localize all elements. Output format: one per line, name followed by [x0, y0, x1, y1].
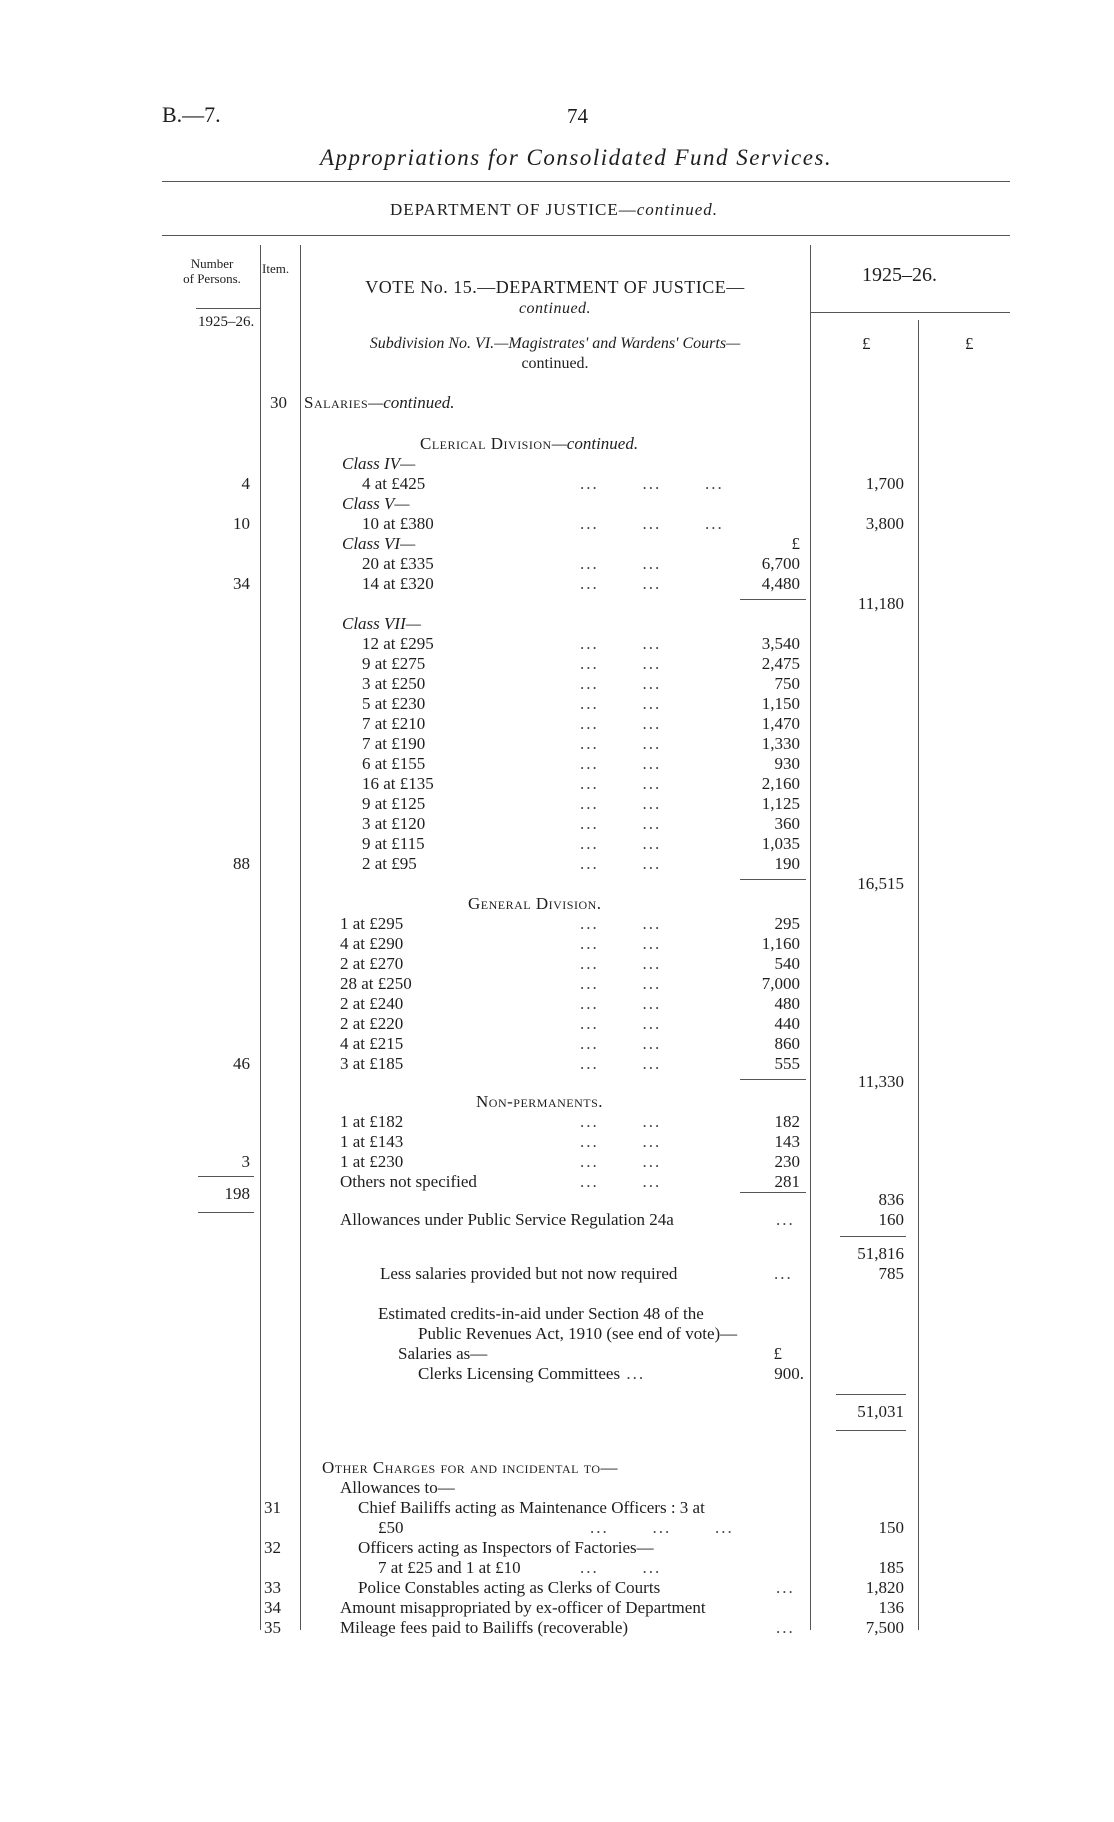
class-vii-line: 16 at £135 — [362, 774, 434, 793]
persons-total-rule-bottom — [198, 1212, 254, 1213]
salaries-heading — [304, 393, 455, 413]
general-division-amount: 540 — [774, 954, 800, 973]
class-vii-line: 5 at £230 — [362, 694, 426, 713]
non-permanents-amount: 182 — [774, 1112, 800, 1131]
subtotal-amount: 51,816 — [857, 1244, 904, 1263]
class-vii-amount: 2,160 — [761, 774, 800, 793]
class-vii-leader-dots: ... ... — [580, 854, 662, 873]
class-vi-line-2: 14 at £320 — [362, 574, 434, 593]
department-name: DEPARTMENT OF JUSTICE— — [390, 200, 637, 219]
table-top-rule — [162, 235, 1010, 236]
item-32-amount: 185 — [878, 1558, 904, 1577]
clerks-licensing-label: Clerks Licensing Committees — [418, 1364, 621, 1383]
class-vii-line: 12 at £295 — [362, 634, 434, 653]
item-31-amount: 150 — [878, 1518, 904, 1537]
clerical-label: Clerical Division — [420, 434, 552, 453]
general-division-leader-dots: ... ... — [580, 994, 662, 1013]
class-vii-amount: 2,475 — [761, 654, 800, 673]
page-number: 74 — [567, 104, 588, 128]
class-vii-leader-dots: ... ... — [580, 754, 662, 773]
general-division-amount: 7,000 — [761, 974, 800, 993]
item-31-line-2: £50 — [378, 1518, 404, 1537]
class-vii-line: 9 at £125 — [362, 794, 426, 813]
class-v-persons: 10 — [233, 514, 250, 533]
class-vi-label: Class VI— — [342, 534, 416, 553]
class-v-amount: 3,800 — [865, 514, 904, 533]
class-vii-line: 7 at £210 — [362, 714, 426, 733]
class-vi-amount-1: 6,700 — [761, 554, 800, 573]
item-column-rule-right — [300, 245, 301, 1630]
general-division-amount: 295 — [774, 914, 800, 933]
class-vii-leader-dots: ... ... — [580, 814, 662, 833]
salaries-item-number: 30 — [270, 393, 287, 412]
general-division-line: 2 at £270 — [340, 954, 404, 973]
general-division-leader-dots: ... ... — [580, 934, 662, 953]
allowances-label: Allowances under Public Service Regulation 24a — [340, 1210, 674, 1229]
general-division-line: 3 at £185 — [340, 1054, 404, 1073]
item-34-number: 34 — [264, 1598, 281, 1617]
item-35-line-1: Mileage fees paid to Bailiffs (recoverable) — [340, 1618, 629, 1637]
item-31-number: 31 — [264, 1498, 281, 1517]
item-35-number: 35 — [264, 1618, 281, 1637]
class-vii-amount: 1,330 — [761, 734, 800, 753]
class-vii-persons: 88 — [233, 854, 250, 873]
vote-title-text: VOTE No. 15.—DEPARTMENT OF JUSTICE— — [365, 277, 745, 297]
item-32-number: 32 — [264, 1538, 281, 1557]
class-v-line: 10 at £380 — [362, 514, 434, 533]
class-iv-line: 4 at £425 — [362, 474, 426, 493]
class-vii-amount: 1,035 — [761, 834, 800, 853]
item-31-line-1: Chief Bailiffs acting as Maintenance Officers : 3 at — [358, 1498, 705, 1517]
item-header: Item. — [262, 261, 290, 276]
general-division-line: 4 at £215 — [340, 1034, 404, 1053]
class-vii-line: 7 at £190 — [362, 734, 426, 753]
item-32-line-2: 7 at £25 and 1 at £10 — [378, 1558, 521, 1577]
credits-line-1: Estimated credits-in-aid under Section 48 of the — [378, 1304, 704, 1323]
class-vii-leader-dots: ... ... — [580, 694, 662, 713]
net-total-rule-bottom — [836, 1430, 906, 1431]
class-vii-line: 2 at £95 — [362, 854, 417, 873]
class-vii-amount: 1,150 — [761, 694, 800, 713]
class-vii-leader-dots: ... ... — [580, 774, 662, 793]
class-vii-line: 3 at £250 — [362, 674, 426, 693]
year-header-rule — [810, 312, 1010, 313]
number-label: Number — [190, 256, 234, 271]
general-division-line: 1 at £295 — [340, 914, 404, 933]
page-title: Appropriations for Consolidated Fund Services. — [320, 145, 833, 170]
general-division-leader-dots: ... ... — [580, 914, 662, 933]
class-vii-line: 3 at £120 — [362, 814, 426, 833]
non-permanents-heading: Non-permanents. — [476, 1092, 604, 1111]
department-continued: continued. — [636, 200, 719, 219]
class-vii-leader-dots: ... ... — [580, 734, 662, 753]
vote-title — [300, 276, 810, 320]
non-permanents-leader-dots: ... ... — [580, 1132, 662, 1151]
persons-year: 1925–26. — [198, 314, 255, 330]
general-persons: 46 — [233, 1054, 250, 1073]
class-vii-leader-dots: ... ... — [580, 834, 662, 853]
class-vi-amount-2: 4,480 — [761, 574, 800, 593]
general-division-line: 2 at £220 — [340, 1014, 404, 1033]
allowances-to-label: Allowances to— — [340, 1478, 455, 1497]
class-vii-line: 6 at £155 — [362, 754, 426, 773]
less-salaries-label: Less salaries provided but not now required — [380, 1264, 678, 1283]
class-vii-label: Class VII— — [342, 614, 421, 633]
class-vi-persons: 34 — [233, 574, 250, 593]
clerks-licensing-dots: ... — [620, 1364, 646, 1383]
department-heading — [390, 200, 718, 220]
general-division-amount: 860 — [774, 1034, 800, 1053]
general-division-leader-dots: ... ... — [580, 1034, 662, 1053]
general-division-leader-dots: ... ... — [580, 954, 662, 973]
net-total-rule-top — [836, 1394, 906, 1395]
general-total: 11,330 — [857, 1072, 904, 1091]
item-34-amount: 136 — [878, 1598, 904, 1617]
class-vii-line: 9 at £275 — [362, 654, 426, 673]
general-division-line: 4 at £290 — [340, 934, 404, 953]
non-permanents-amount: 230 — [774, 1152, 800, 1171]
non-permanents-line: 1 at £230 — [340, 1152, 404, 1171]
class-vi-dots-1: ... ... — [580, 554, 662, 573]
general-division-leader-dots: ... ... — [580, 1054, 662, 1073]
item-33-amount: 1,820 — [865, 1578, 904, 1597]
net-total-amount: 51,031 — [857, 1402, 904, 1421]
header-rule — [162, 181, 1010, 182]
persons-total-rule-top — [198, 1176, 254, 1177]
non-permanents-total: 836 — [878, 1190, 904, 1209]
number-of-persons-header — [162, 256, 262, 286]
subtotal-rule — [840, 1236, 906, 1237]
non-permanents-amount: 143 — [774, 1132, 800, 1151]
class-vii-subtotal-rule — [740, 879, 806, 880]
year-header: 1925–26. — [862, 264, 937, 286]
class-vi-subtotal-rule — [740, 599, 806, 600]
general-division-leader-dots: ... ... — [580, 974, 662, 993]
clerical-continued: —continued. — [551, 434, 639, 453]
subdivision-text: Subdivision No. VI.—Magistrates' and Wardens' Courts— — [369, 335, 741, 352]
class-vi-dots-2: ... ... — [580, 574, 662, 593]
pound-column-1: £ — [862, 334, 871, 353]
non-permanents-subtotal-rule — [740, 1192, 806, 1193]
class-vi-pound: £ — [791, 534, 800, 553]
salaries-continued: —continued. — [368, 393, 455, 412]
class-vii-amount: 1,125 — [761, 794, 800, 813]
class-vi-line-1: 20 at £335 — [362, 554, 434, 573]
item-31-dots: ... ... ... — [590, 1518, 734, 1537]
item-33-dots: ... — [776, 1578, 795, 1597]
non-permanents-leader-dots: ... ... — [580, 1152, 662, 1171]
class-vii-line: 9 at £115 — [362, 834, 425, 853]
non-permanents-line: Others not specified — [340, 1172, 477, 1191]
of-persons-label: of Persons. — [183, 271, 241, 286]
general-division-leader-dots: ... ... — [580, 1014, 662, 1033]
item-33-line-1: Police Constables acting as Clerks of Courts — [358, 1578, 661, 1597]
class-vii-amount: 1,470 — [761, 714, 800, 733]
class-vii-amount: 750 — [774, 674, 800, 693]
item-column-rule-left — [260, 245, 261, 1630]
non-permanents-line: 1 at £182 — [340, 1112, 404, 1131]
allowances-dots: ... — [776, 1210, 795, 1229]
credits-line-3: Salaries as— — [398, 1344, 488, 1363]
less-salaries-amount: 785 — [878, 1264, 904, 1283]
vote-title-continued: continued. — [518, 300, 592, 317]
general-division-line: 2 at £240 — [340, 994, 404, 1013]
class-iv-dots: ... ... ... — [580, 474, 724, 493]
less-salaries-dots: ... — [774, 1264, 793, 1283]
class-iv-amount: 1,700 — [865, 474, 904, 493]
class-vi-total: 11,180 — [857, 594, 904, 613]
general-division-amount: 555 — [774, 1054, 800, 1073]
class-iv-label: Class IV— — [342, 454, 416, 473]
class-vii-leader-dots: ... ... — [580, 714, 662, 733]
general-division-amount: 1,160 — [761, 934, 800, 953]
allowances-amount: 160 — [878, 1210, 904, 1229]
non-permanents-leader-dots: ... ... — [580, 1112, 662, 1131]
class-v-label: Class V— — [342, 494, 410, 513]
credits-line-4 — [418, 1364, 645, 1384]
class-vii-leader-dots: ... ... — [580, 634, 662, 653]
amount-column-rule-middle — [918, 320, 919, 1630]
item-32-line-1: Officers acting as Inspectors of Factories— — [358, 1538, 654, 1557]
subdivision-continued: continued. — [521, 355, 589, 372]
document-code: B.—7. — [162, 102, 221, 127]
class-v-dots: ... ... ... — [580, 514, 724, 533]
class-vii-total: 16,515 — [857, 874, 904, 893]
class-vii-amount: 930 — [774, 754, 800, 773]
non-permanents-amount: 281 — [774, 1172, 800, 1191]
class-vii-amount: 360 — [774, 814, 800, 833]
general-division-amount: 480 — [774, 994, 800, 1013]
item-35-amount: 7,500 — [865, 1618, 904, 1637]
amount-column-rule-left — [810, 245, 811, 1630]
credits-line-2: Public Revenues Act, 1910 (see end of vote)— — [418, 1324, 738, 1343]
class-vii-leader-dots: ... ... — [580, 674, 662, 693]
general-subtotal-rule — [740, 1079, 806, 1080]
class-iv-persons: 4 — [241, 474, 250, 493]
subdivision-title — [300, 334, 810, 374]
class-vii-leader-dots: ... ... — [580, 654, 662, 673]
non-permanents-line: 1 at £143 — [340, 1132, 404, 1151]
pound-column-2: £ — [965, 334, 974, 353]
class-vii-amount: 190 — [774, 854, 800, 873]
persons-header-rule — [196, 308, 260, 309]
class-vii-amount: 3,540 — [761, 634, 800, 653]
credits-pound: £ — [773, 1344, 782, 1363]
non-permanents-persons: 3 — [241, 1152, 250, 1171]
non-permanents-leader-dots: ... ... — [580, 1172, 662, 1191]
item-33-number: 33 — [264, 1578, 281, 1597]
general-division-line: 28 at £250 — [340, 974, 412, 993]
item-35-dots: ... — [776, 1618, 795, 1637]
clerical-heading — [420, 434, 638, 454]
item-34-line-1: Amount misappropriated by ex-officer of Department — [340, 1598, 706, 1617]
general-division-heading: General Division. — [468, 894, 602, 913]
salaries-label: Salaries — [304, 393, 369, 412]
general-division-amount: 440 — [774, 1014, 800, 1033]
item-32-dots: ... ... — [580, 1558, 662, 1577]
other-charges-heading: Other Charges for and incidental to— — [322, 1458, 619, 1477]
persons-total: 198 — [224, 1184, 250, 1203]
class-vii-leader-dots: ... ... — [580, 794, 662, 813]
credits-amount: 900. — [774, 1364, 804, 1383]
